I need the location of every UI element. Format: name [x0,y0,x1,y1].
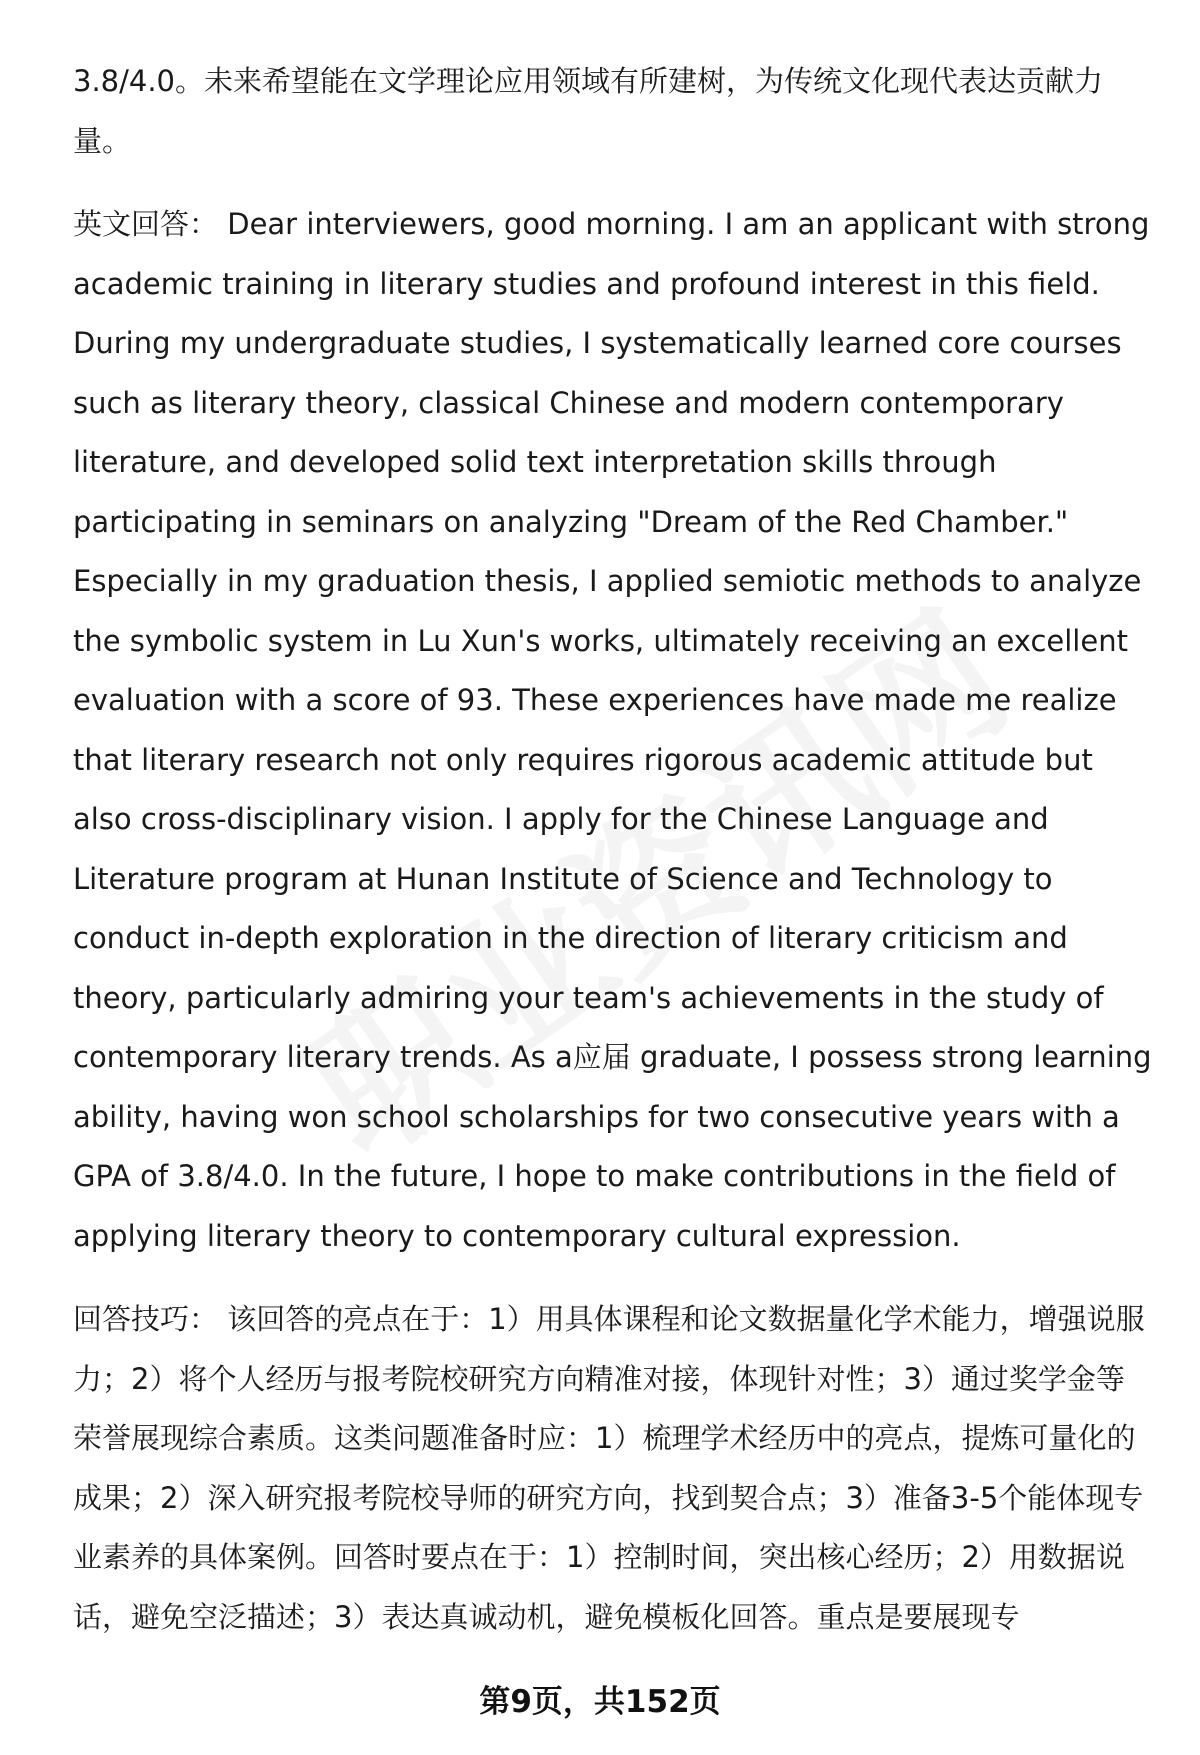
paragraph-gap [73,1266,1153,1290]
tips-text: 该回答的亮点在于：1）用具体课程和论文数据量化学术能力，增强说服力；2）将个人经历与报考院校研究方向精准对接，体现针对性；3）通过奖学金等荣誉展现综合素质。这类问题准备时应：1）梳理学术经历中的亮点，提炼可量化的成果；2）深入研究报考院校导师的研究方向，找到契合点；3）准备3-5个能体现专业素养的具体案例。回答时要点在于：1）控制时间，突出核心经历；2）用数据说话，避免空泛描述；3）表达真诚动机，避免模板化回答。重点是要展现专 [73,1302,1145,1634]
page-number-footer: 第9页，共152页 [479,1684,721,1720]
document-body [73,52,1153,1647]
paragraph-gap [73,171,1153,195]
english-answer-text: Dear interviewers, good morning. I am an applicant with strong academic training in literary studies and profound interest in this field. During my undergraduate studies, I systematically learned core courses such as literary theory, classical Chinese and modern contemporary literature, and developed solid text interpretation skills through participating in seminars on analyzing "Dream of the Red Chamber." Especially in my graduation thesis, I applied semiotic methods to analyze the symbolic system in Lu Xun's works, ultimately receiving an excellent evaluation with a score of 93. These experiences have made me realize that literary research not only requires rigorous academic attitude but also cross-disciplinary vision. I apply for the Chinese Language and Literature program at Hunan Institute of Science and Technology to conduct in-depth exploration in the direction of literary criticism and theory, particularly admiring your team's achievements in the study of contemporary literary trends. As a应届 graduate, I possess strong learning ability, having won school scholarships for two consecutive years with a GPA of 3.8/4.0. In the future, I hope to make contributions in the field of applying literary theory to contemporary cultural expression. [73,207,1152,1253]
paragraph-english-answer [73,195,1153,1266]
english-answer-label: 英文回答： [73,207,219,241]
tips-label: 回答技巧： [73,1302,219,1336]
paragraph-intro-continuation: 3.8/4.0。未来希望能在文学理论应用领域有所建树，为传统文化现代表达贡献力量。 [73,64,1104,158]
paragraph-answer-tips [73,1290,1153,1647]
